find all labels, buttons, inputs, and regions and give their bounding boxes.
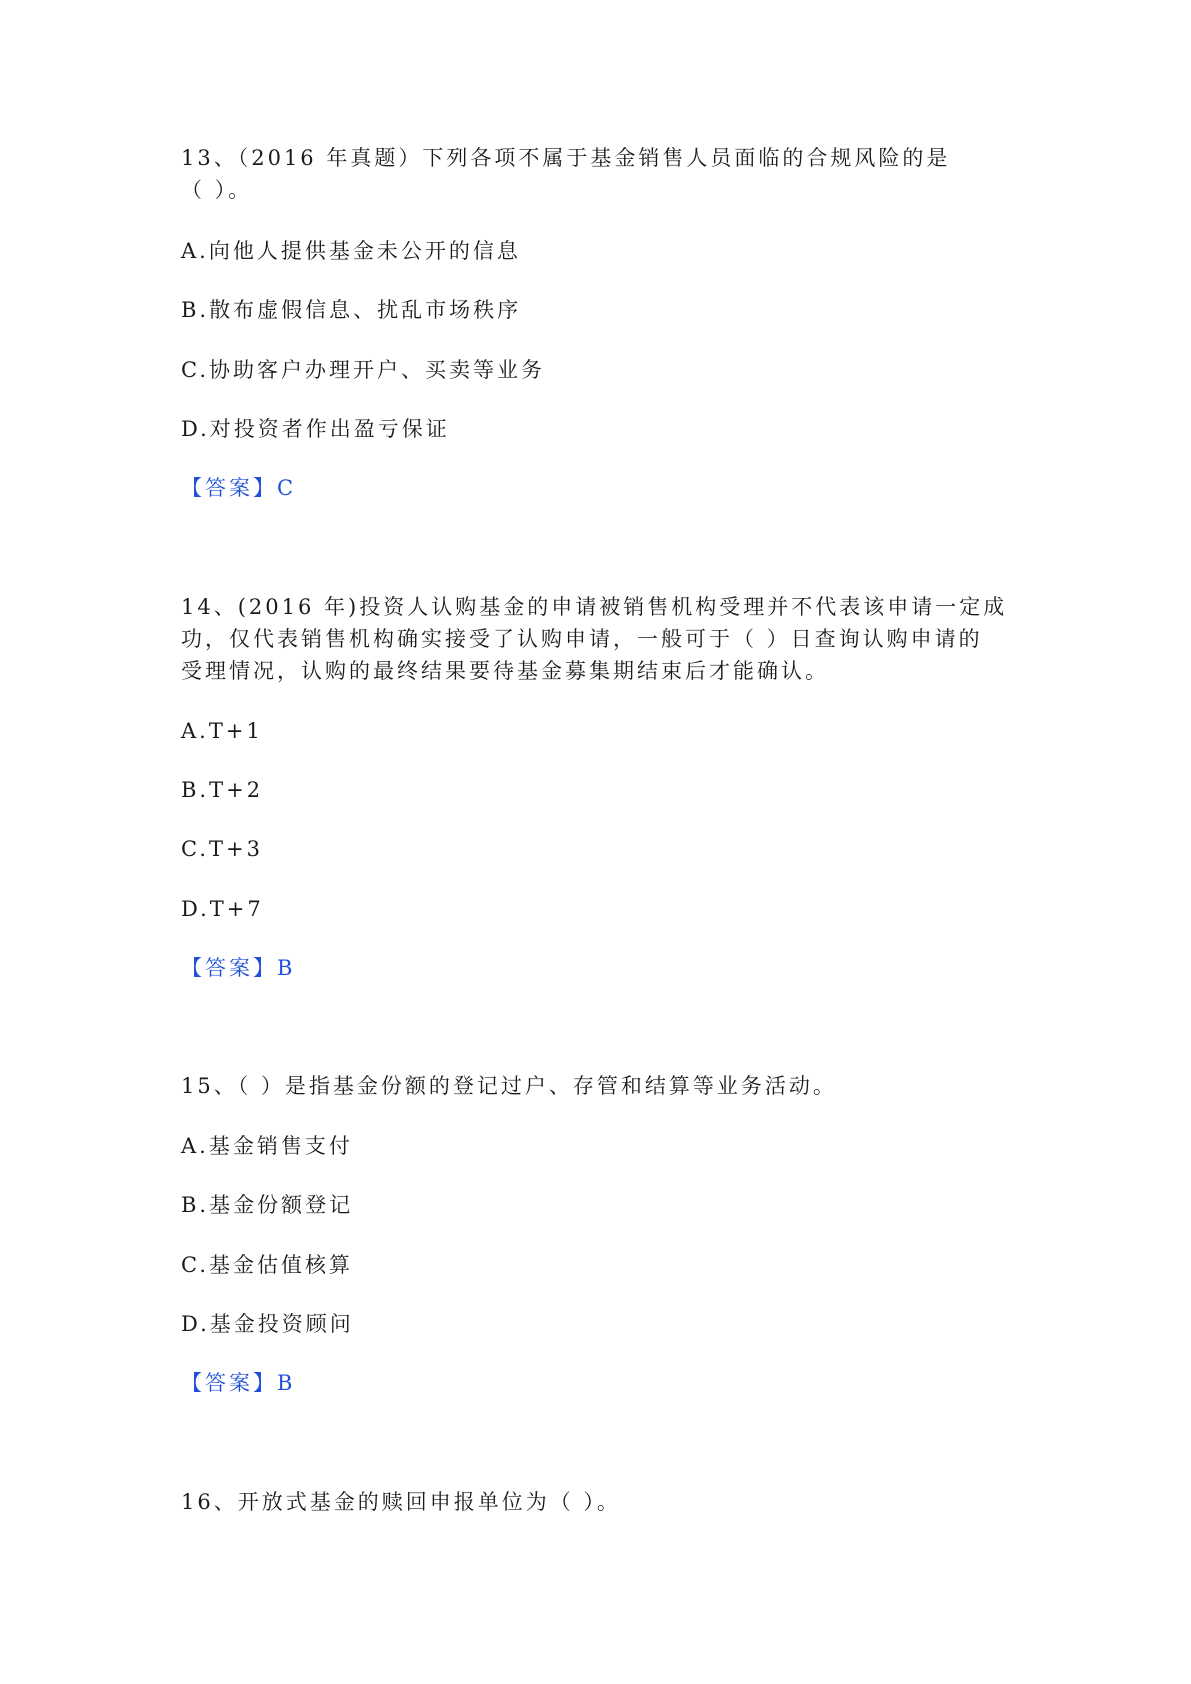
question-15-option-d: D.基金投资顾问 [181,1312,354,1336]
question-13-option-d: D.对投资者作出盈亏保证 [181,417,450,441]
question-14-stem-line-3: 受理情况，认购的最终结果要待基金募集期结束后才能确认。 [181,659,829,683]
question-15-option-b: B.基金份额登记 [181,1193,354,1217]
question-13-answer: 【答案】C [181,476,297,500]
question-14-stem-line-2: 功，仅代表销售机构确实接受了认购申请，一般可于（ ）日查询认购申请的 [181,627,983,651]
question-14-option-c: C.T+3 [181,837,263,861]
question-13-option-c: C.协助客户办理开户、买卖等业务 [181,358,545,382]
question-14-stem-line-1: 14、(2016 年)投资人认购基金的申请被销售机构受理并不代表该申请一定成 [181,595,1008,619]
question-13-option-a: A.向他人提供基金未公开的信息 [181,239,521,263]
question-13-stem-line-1: 13、（2016 年真题）下列各项不属于基金销售人员面临的合规风险的是 [181,146,951,170]
question-13-option-b: B.散布虚假信息、扰乱市场秩序 [181,298,522,322]
question-15-stem-line-1: 15、（ ）是指基金份额的登记过户、存管和结算等业务活动。 [181,1074,837,1098]
question-15-option-a: A.基金销售支付 [181,1134,353,1158]
question-15-option-c: C.基金估值核算 [181,1253,353,1277]
question-14-answer: 【答案】B [181,956,296,980]
question-14-option-a: A.T+1 [181,719,263,743]
question-15-answer: 【答案】B [181,1371,296,1395]
question-14-option-b: B.T+2 [181,778,264,802]
question-16-stem-line-1: 16、开放式基金的赎回申报单位为（ ）。 [181,1490,621,1514]
question-14-option-d: D.T+7 [181,897,264,921]
question-13-stem-line-2: （ ）。 [181,178,253,202]
